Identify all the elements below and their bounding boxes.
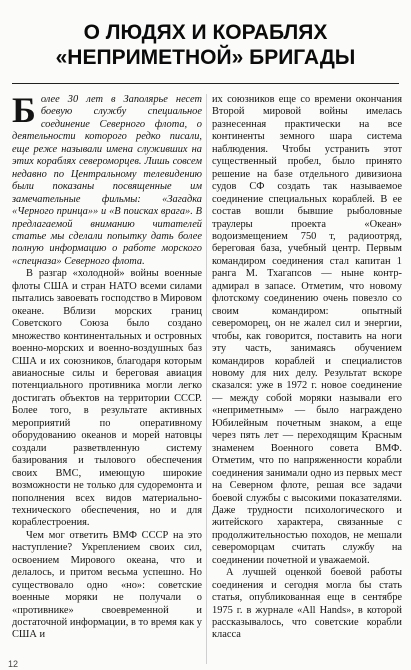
body-paragraph: А лучшей оценкой боевой работы соединения и сегодня могла бы стать статья, опубликованная еще в сентябре 1975 г. в журнале «All Hands», в которой рассказывалось, что советские корабли класса [212, 567, 402, 641]
title-line-1: О ЛЮДЯХ И КОРАБЛЯХ [83, 21, 328, 44]
right-column [212, 94, 402, 664]
body-paragraph: их союзников еще со времени окончания Второй мировой войны имелась разнесенная практически на все континенты земного шара система наблюдения. Чтобы устранить этот существенный пробел, было принято решение на базе отдельного дивизиона судов СФ создать так называемое соединение специальных кораблей. В ее состав вошли бывшие рыболовные траулеры проекта «Океан» водоизмещением 750 т, радиоотряд, береговая база, учебный центр. Первым командиром соединения стал капитан 1 ранга М. Тхагапсов — ныне контр-адмирал в запасе. Отметим, что новому флотскому соединению очень повезло со своим командиром: опытный североморец, он не жалел сил и энергии, чтобы, как говорится, поставить на ноги эту часть, занимаясь обучением командиров кораблей и специалистов новому для них делу. Результат вскоре сказался: уже в 1972 г. новое соединение — между собой моряки называли его «неприметным» — было награждено Юбилейным почетным знаком, а еще через пять лет — переходящим Красным знаменем Военного совета ВМФ. Отметим, что по напряженности корабли соединения занимали одно из первых мест на Северном флоте, решая все задачи боевой службы с высокими показателями. Даже трудности психологического и житейского характера, связанные с продолжительностью походов, не мешали североморцам считать службу на соединении почетной и уважаемой. [212, 94, 402, 566]
intro-text: олее 30 лет в Заполярье несет боевую службу специальное соединение Северного флота, о деятельности которого редко писали, еще реже называли имена служивших на этих кораблях североморцев. Лишь совсем недавно по Центральному телевидению были показаны посвященные им замечательные фильмы: «Загадка «Черного принца»» и «В поисках врага». В предлагаемой вниманию читателей статье мы сделали попытку дать более полную информацию о работе морского «спецназа» Северного флота. [12, 94, 202, 267]
article-title [10, 20, 401, 70]
intro-paragraph [12, 94, 202, 268]
body-paragraph: В разгар «холодной» войны военные флоты США и стран НАТО всеми силами пытались завоевать господство в Мировом океане. Вблизи морских границ Советского Союза было создано множество континентальных и островных военно-морских и военно-воздушных баз США и их союзников, благодаря которым авианосные силы и береговая авиация потенциального противника могли легко достигать объектов на территории СССР. Более того, в результате активных мероприятий по оперативному оборудованию океанов и морей натовцы создали разветвленную систему базирования и тылового обеспечения своих ВМС, имеющую широкие возможности не только для судоремонта и пополнения всех видов материально-технического обеспечения, но и для кораблестроения. [12, 268, 202, 529]
page-number: 12 [8, 659, 19, 669]
title-line-2: «НЕПРИМЕТНОЙ» БРИГАДЫ [55, 46, 356, 69]
column-divider [206, 94, 207, 664]
title-divider [12, 83, 399, 84]
body-paragraph: Чем мог ответить ВМФ СССР на это наступление? Укреплением своих сил, освоением Мирового океана, что и делалось, и притом весьма успешно. Но существовало одно «но»: советские военные моряки не получали о «противнике» своевременной и достаточной информации, в то время как у США и [12, 529, 202, 641]
left-column [12, 94, 202, 664]
drop-cap: Б [12, 94, 36, 130]
